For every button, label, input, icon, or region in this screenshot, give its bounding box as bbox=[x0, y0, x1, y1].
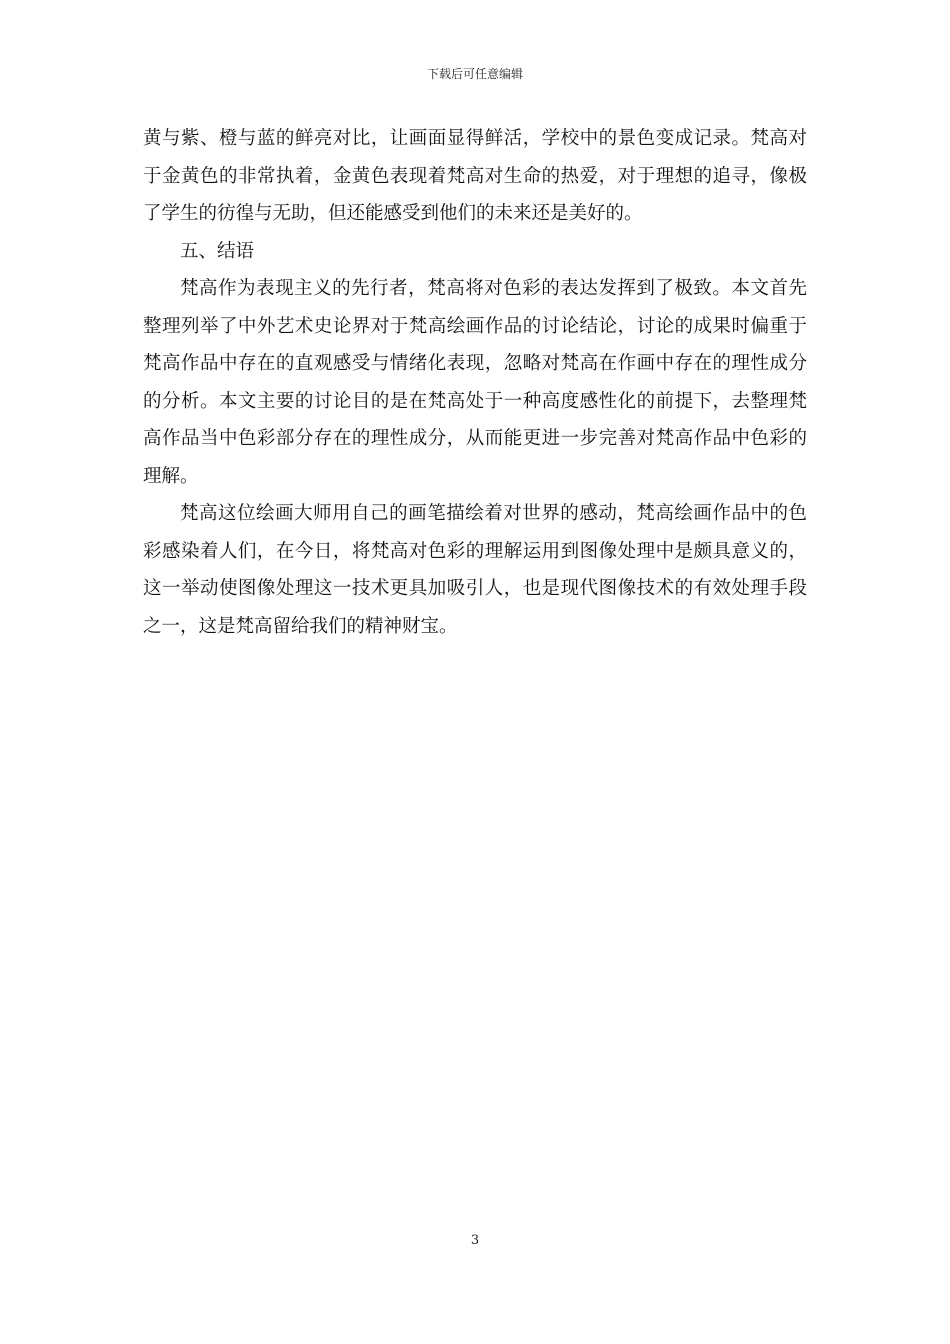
paragraph-continuation: 黄与紫、橙与蓝的鲜亮对比，让画面显得鲜活，学校中的景色变成记录。梵高对于金黄色的非常执着，金黄色表现着梵高对生命的热爱，对于理想的追寻，像极了学生的彷徨与无助，但还能感受到他们的未来还是美好的。 bbox=[143, 128, 807, 224]
paragraph-conclusion-2: 梵高这位绘画大师用自己的画笔描绘着对世界的感动，梵高绘画作品中的色彩感染着人们，在今日，将梵高对色彩的理解运用到图像处理中是颇具意义的，这一举动使图像处理这一技术更具加吸引人，也是现代图像技术的有效处理手段之一，这是梵高留给我们的精神财宝。 bbox=[143, 503, 807, 637]
document-body bbox=[143, 120, 807, 645]
page-header: 下载后可任意编辑 bbox=[426, 67, 523, 81]
page-number: 3 bbox=[470, 1233, 480, 1248]
section-heading: 五、结语 bbox=[180, 240, 255, 262]
paragraph-conclusion-1: 梵高作为表现主义的先行者，梵高将对色彩的表达发挥到了极致。本文首先整理列举了中外艺术史论界对于梵高绘画作品的讨论结论，讨论的成果时偏重于梵高作品中存在的直观感受与情绪化表现，忽略对梵高在作画中存在的理性成分的分析。本文主要的讨论目的是在梵高处于一种高度感性化的前提下，去整理梵高作品当中色彩部分存在的理性成分，从而能更进一步完善对梵高作品中色彩的理解。 bbox=[143, 278, 807, 487]
